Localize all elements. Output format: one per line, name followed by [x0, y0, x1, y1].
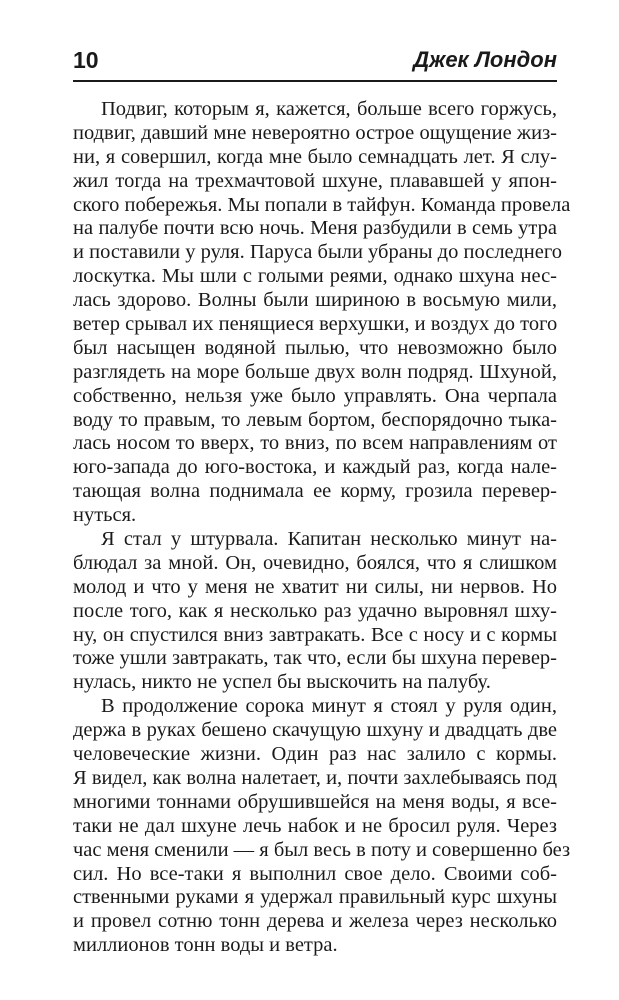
text-line: после того, как я несколько раз удачно выровнял шху-	[73, 599, 557, 622]
text-line: нуться.	[73, 504, 137, 527]
text-line: сил. Но все-таки я выполнил свое дело. Своими соб-	[73, 862, 557, 885]
text-line: подвиг, давший мне невероятно острое ощущение жиз-	[73, 121, 557, 144]
paragraph	[73, 98, 571, 528]
text-line: блюдал за мной. Он, очевидно, боялся, что я слишком	[73, 551, 557, 574]
paragraph	[73, 528, 557, 695]
text-line: разглядеть на море больше двух волн подряд. Шхуной,	[73, 360, 557, 383]
text-line: на палубе почти всю ночь. Меня разбудили в семь утра	[73, 217, 557, 240]
text-line: ского побережья. Мы попали в тайфун. Команда провела	[73, 193, 571, 216]
text-line: держа в руках бешено скачущую шхуну и двадцать две	[73, 719, 557, 742]
text-line: ветер срывал их пенящиеся верхушки, и воздух до того	[73, 313, 558, 336]
text-line: воду то правым, то левым бортом, беспорядочно тыка-	[73, 408, 557, 431]
text-line: таки не дал шхуне лечь набок и не бросил руля. Через	[73, 814, 557, 837]
text-line: лоскутка. Мы шли с голыми реями, однако шхуна нес-	[73, 265, 557, 288]
header-rule	[73, 80, 557, 82]
text-line: собственно, нельзя уже было управлять. Она черпала	[73, 384, 557, 407]
text-line: миллионов тонн воды и ветра.	[73, 934, 338, 957]
body-text	[73, 98, 571, 958]
text-line: был насыщен водяной пылью, что невозможно было	[73, 336, 557, 359]
text-line: лась здорово. Волны были шириною в восьмую мили,	[73, 289, 557, 312]
text-line: тающая волна поднимала ее корму, грозила перевер-	[73, 480, 557, 503]
text-line: жил тогда на трехмачтовой шхуне, плававшей у япон-	[73, 169, 557, 192]
text-line: ственными руками я удержал правильный курс шхуны	[73, 886, 557, 909]
text-line: нулась, никто не успел бы выскочить на палубу.	[73, 671, 491, 694]
text-line: ни, я совершил, когда мне было семнадцать лет. Я слу-	[73, 145, 557, 168]
text-line: и поставили у руля. Паруса были убраны до последнего	[73, 241, 563, 264]
text-line: и провел сотню тонн дерева и железа через несколько	[73, 910, 557, 933]
text-line: тоже ушли завтракать, так что, если бы шхуна перевер-	[73, 647, 557, 670]
text-line: молод и что у меня не хватит ни силы, ни нервов. Но	[73, 575, 557, 598]
text-line: Я стал у штурвала. Капитан несколько минут на-	[101, 528, 557, 551]
text-line: лась носом то вверх, то вниз, по всем направлениям от	[73, 432, 557, 455]
text-line: час меня сменили — я был весь в поту и совершенно без	[73, 838, 571, 861]
page-number: 10	[73, 47, 99, 73]
paragraph	[73, 695, 571, 958]
text-line: Подвиг, которым я, кажется, больше всего горжусь,	[101, 98, 557, 120]
text-line: многими тоннами обрушившейся на меня воды, я все-	[73, 790, 557, 813]
page-header	[73, 44, 557, 76]
text-line: Я видел, как волна налетает, и, почти захлебываясь под	[73, 766, 557, 789]
text-line: ну, он спустился вниз завтракать. Все с носу и с кормы	[73, 623, 557, 646]
text-line: юго-запада до юго-востока, и каждый раз, когда нале-	[73, 456, 557, 479]
running-title: Джек Лондон	[413, 47, 557, 72]
text-line: человеческие жизни. Один раз нас залило с кормы.	[73, 743, 557, 766]
text-line: В продолжение сорока минут я стоял у руля один,	[101, 695, 557, 718]
